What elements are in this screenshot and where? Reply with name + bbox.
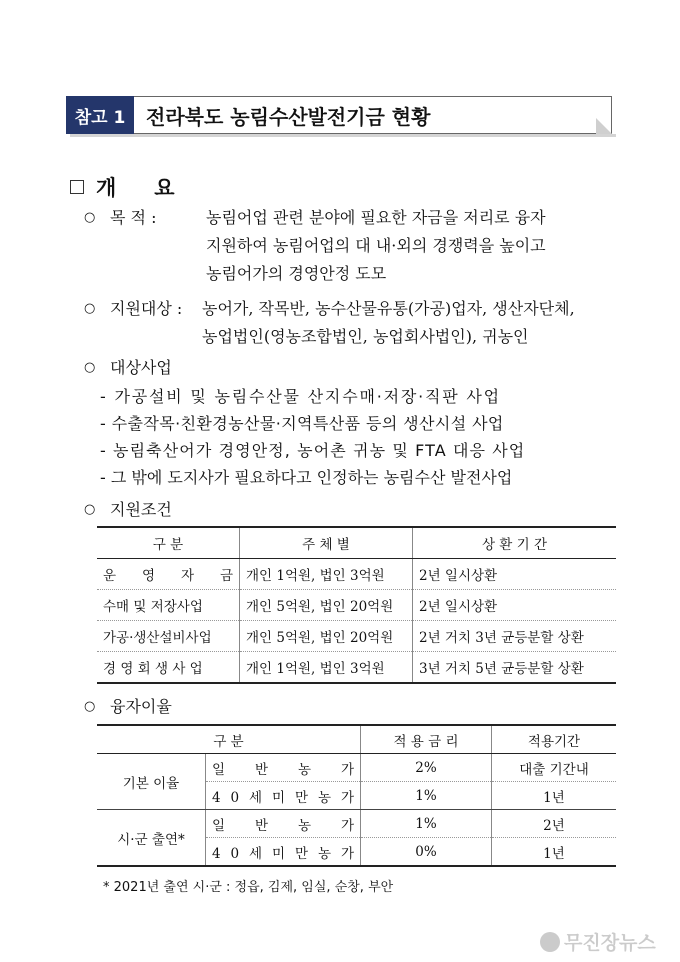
section-title: 개요 <box>96 176 213 200</box>
table-cell: 대출 기간내 <box>492 754 617 782</box>
watermark-logo-icon <box>540 932 560 952</box>
table-cell: 수매 및 저장사업 <box>97 590 240 621</box>
circle-bullet-icon: ○ <box>84 210 96 225</box>
target-item: - 수출작목·친환경농산물·지역특산품 등의 생산시설 사업 <box>100 414 504 433</box>
circle-bullet-icon: ○ <box>84 699 96 714</box>
table-header: 적 용 금 리 <box>361 725 492 754</box>
purpose-line: 농림어가의 경영안정 도모 <box>206 264 387 283</box>
eligibility-line: 농업법인(영농조합법인, 농업회사법인), 귀농인 <box>202 327 529 346</box>
watermark <box>540 928 656 955</box>
table-header: 상 환 기 간 <box>413 527 617 559</box>
rates-table <box>97 724 616 867</box>
target-item: - 그 밖에 도지사가 필요하다고 인정하는 농림수산 발전사업 <box>100 468 513 487</box>
purpose-label: 목 적 : <box>110 208 157 227</box>
circle-bullet-icon: ○ <box>84 502 96 517</box>
table-cell: 3년 거치 5년 균등분할 상환 <box>419 661 584 677</box>
rates-label: 융자이율 <box>110 697 172 716</box>
table-cell: 1% <box>361 810 492 838</box>
target-label: 대상사업 <box>110 358 172 377</box>
table-row <box>97 590 616 621</box>
purpose-line: 농림어업 관련 분야에 필요한 자금을 저리로 융자 <box>206 208 546 227</box>
purpose-line: 지원하여 농림어업의 대 내·외의 경쟁력을 높이고 <box>206 236 546 255</box>
table-cell: 4 0 세 미 만 농 가 <box>206 838 361 867</box>
table-row <box>97 754 616 782</box>
eligibility-line: 농어가, 작목반, 농수산물유통(가공)업자, 생산자단체, <box>202 299 575 318</box>
square-bullet-icon <box>70 180 84 194</box>
footnote: * 2021년 출연 시·군 : 정읍, 김제, 임실, 순창, 부안 <box>103 880 394 895</box>
table-header: 구 분 <box>97 725 361 754</box>
table-group-label: 기본 이율 <box>97 754 206 810</box>
table-row <box>97 810 616 838</box>
table-cell: 2년 거치 3년 균등분할 상환 <box>413 621 617 652</box>
table-cell: 1% <box>361 782 492 810</box>
table-cell: 2년 <box>492 810 617 838</box>
table-cell: 2년 일시상환 <box>413 590 617 621</box>
table-cell: 1년 <box>492 782 617 810</box>
table-cell: 운 영 자 금 <box>97 559 240 590</box>
table-header: 구 분 <box>97 527 240 559</box>
header-title: 전라북도 농림수산발전기금 현황 <box>146 104 431 129</box>
header-shadow <box>70 134 616 137</box>
target-item: - 가공설비 및 농림수산물 산지수매·저장·직판 사업 <box>100 387 501 406</box>
table-row <box>97 621 616 652</box>
table-cell: 일 반 농 가 <box>206 754 361 782</box>
table-cell: 개인 1억원, 법인 3억원 <box>240 559 413 590</box>
table-cell: 2년 일시상환 <box>413 559 617 590</box>
table-header: 적용기간 <box>492 725 617 754</box>
table-cell: 경 영 회 생 사 업 <box>97 652 240 684</box>
circle-bullet-icon: ○ <box>84 360 96 375</box>
table-row <box>97 652 616 684</box>
target-item: - 농림축산어가 경영안정, 농어촌 귀농 및 FTA 대응 사업 <box>100 441 526 460</box>
page-fold-icon <box>596 118 612 134</box>
table-cell: 2% <box>361 754 492 782</box>
table-cell: 개인 5억원, 법인 20억원 <box>240 590 413 621</box>
table-cell: 1년 <box>543 845 565 862</box>
header-badge: 참고 1 <box>66 96 134 134</box>
table-cell: 가공·생산설비사업 <box>97 621 240 652</box>
watermark-text: 무진장뉴스 <box>564 932 656 954</box>
table-cell: 개인 1억원, 법인 3억원 <box>240 652 413 684</box>
table-cell: 4 0 세 미 만 농 가 <box>206 782 361 810</box>
conditions-table <box>97 526 616 684</box>
circle-bullet-icon: ○ <box>84 301 96 316</box>
table-group-label: 시·군 출연* <box>97 810 206 867</box>
table-cell: 일 반 농 가 <box>206 810 361 838</box>
table-cell: 0% <box>361 838 492 867</box>
eligibility-label: 지원대상 : <box>110 299 183 318</box>
table-cell: 개인 5억원, 법인 20억원 <box>240 621 413 652</box>
conditions-label: 지원조건 <box>110 500 172 519</box>
table-row <box>97 559 616 590</box>
table-header: 주 체 별 <box>240 527 413 559</box>
